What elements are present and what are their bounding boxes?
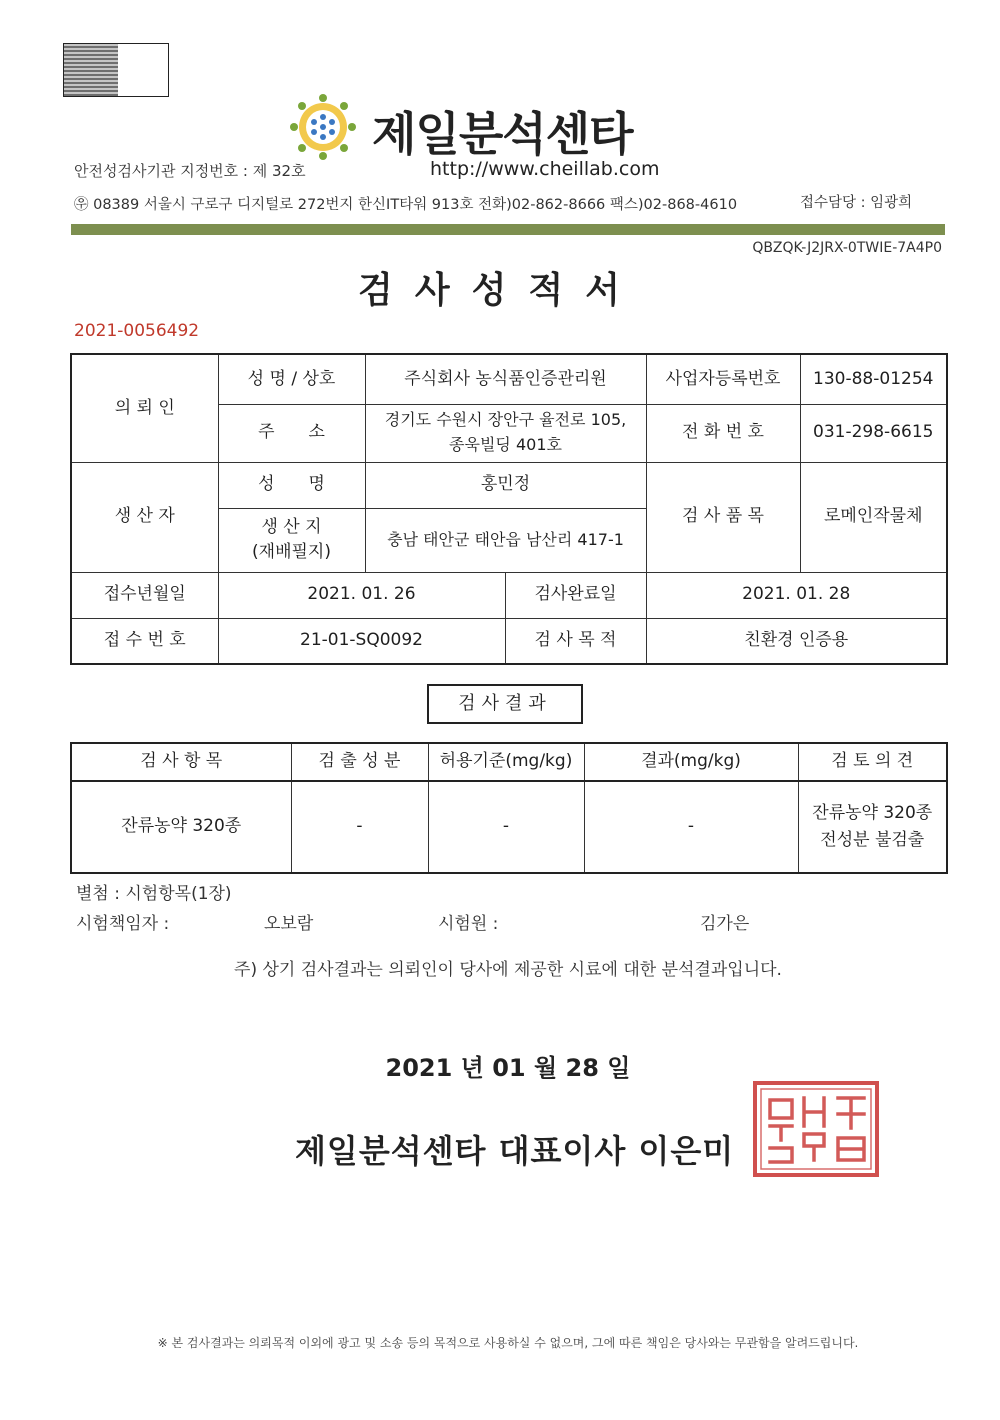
receipt-date-value: 2021. 01. 26 [218,572,505,618]
client-address-label: 주 소 [218,404,365,462]
results-standard: - [428,781,584,873]
item-label: 검 사 품 목 [646,462,800,572]
client-address-line1: 경기도 수원시 장안구 율전로 105, [384,410,627,430]
results-header-standard: 허용기준(mg/kg) [428,743,584,781]
client-address-value [365,404,646,462]
results-table [70,742,948,874]
document-code: QBZQK-J2JRX-0TWIE-7A4P0 [752,240,942,256]
purpose-value: 친환경 인증용 [646,618,947,664]
purpose-label: 검 사 목 적 [505,618,646,664]
results-result: - [584,781,798,873]
company-logo-text: 제일분석센타 [372,107,633,161]
examiner-name: 김가은 [700,914,750,934]
results-header-item: 검 사 항 목 [71,743,291,781]
complete-date-label: 검사완료일 [505,572,646,618]
results-header-result: 결과(mg/kg) [584,743,798,781]
receipt-number-value: 21-01-SQ0092 [218,618,505,664]
official-seal-stamp [752,1080,880,1178]
item-value: 로메인작물체 [800,462,947,572]
attachment-note: 별첨 : 시험항목(1장) [76,884,232,904]
client-name-value: 주식회사 농식품인증관리원 [365,354,646,404]
client-address-line2: 종욱빌딩 401호 [449,435,562,454]
receipt-number-label: 접 수 번 호 [71,618,218,664]
document-title: 검사성적서 [358,270,642,311]
issue-date: 2021 년 01 월 28 일 [385,1054,631,1082]
results-item: 잔류농약 320종 [71,781,291,873]
phone-label: 전 화 번 호 [646,404,800,462]
company-address: ㉾ 08389 서울시 구로구 디지털로 272번지 한신IT타워 913호 전화)02-862-8666 팩스)02-868-4610 [74,197,738,213]
producer-name-label: 성 명 [218,462,365,508]
producer-section-label: 생 산 자 [71,462,218,572]
tester-label: 시험책임자 : [76,914,170,934]
signature-line: 제일분석센타 대표이사 이은미 [295,1132,735,1170]
results-component: - [291,781,428,873]
document-number: 2021-0056492 [74,321,200,341]
origin-label-line2: (재배필지) [252,542,331,562]
company-logo-icon [288,92,358,162]
info-table [70,353,948,665]
receiver-name: 접수담당 : 임광희 [800,195,913,211]
bizno-label: 사업자등록번호 [646,354,800,404]
website-link[interactable]: http://www.cheillab.com [430,158,660,180]
results-header-opinion: 검 토 의 견 [798,743,947,781]
complete-date-value: 2021. 01. 28 [646,572,947,618]
results-section-title: 검사결과 [427,684,583,724]
producer-name-value: 홍민정 [365,462,646,508]
origin-value: 충남 태안군 태안읍 남산리 417-1 [365,508,646,572]
qr-code-image [63,43,169,97]
qr-code-pattern [64,44,118,96]
client-name-label: 성 명 / 상호 [218,354,365,404]
header-divider [71,224,945,235]
origin-label-line1: 생 산 지 [261,516,322,537]
examiner-label: 시험원 : [438,914,499,934]
tester-name: 오보람 [264,914,314,934]
results-header-component: 검 출 성 분 [291,743,428,781]
registration-number: 안전성검사기관 지정번호 : 제 32호 [74,162,306,180]
bizno-value: 130-88-01254 [800,354,947,404]
results-opinion-line2: 전성분 불검출 [820,830,925,850]
phone-value: 031-298-6615 [800,404,947,462]
results-opinion [798,781,947,873]
table-row [71,781,947,873]
client-section-label: 의 뢰 인 [71,354,218,462]
results-opinion-line1: 잔류농약 320종 [812,802,933,823]
disclaimer-note: 주) 상기 검사결과는 의뢰인이 당사에 제공한 시료에 대한 분석결과입니다. [234,960,782,980]
footer-disclaimer: ※ 본 검사결과는 의뢰목적 이외에 광고 및 소송 등의 목적으로 사용하실 수 없으며, 그에 따른 책임은 당사와는 무관함을 알려드립니다. [157,1336,859,1350]
origin-label [218,508,365,572]
receipt-date-label: 접수년월일 [71,572,218,618]
